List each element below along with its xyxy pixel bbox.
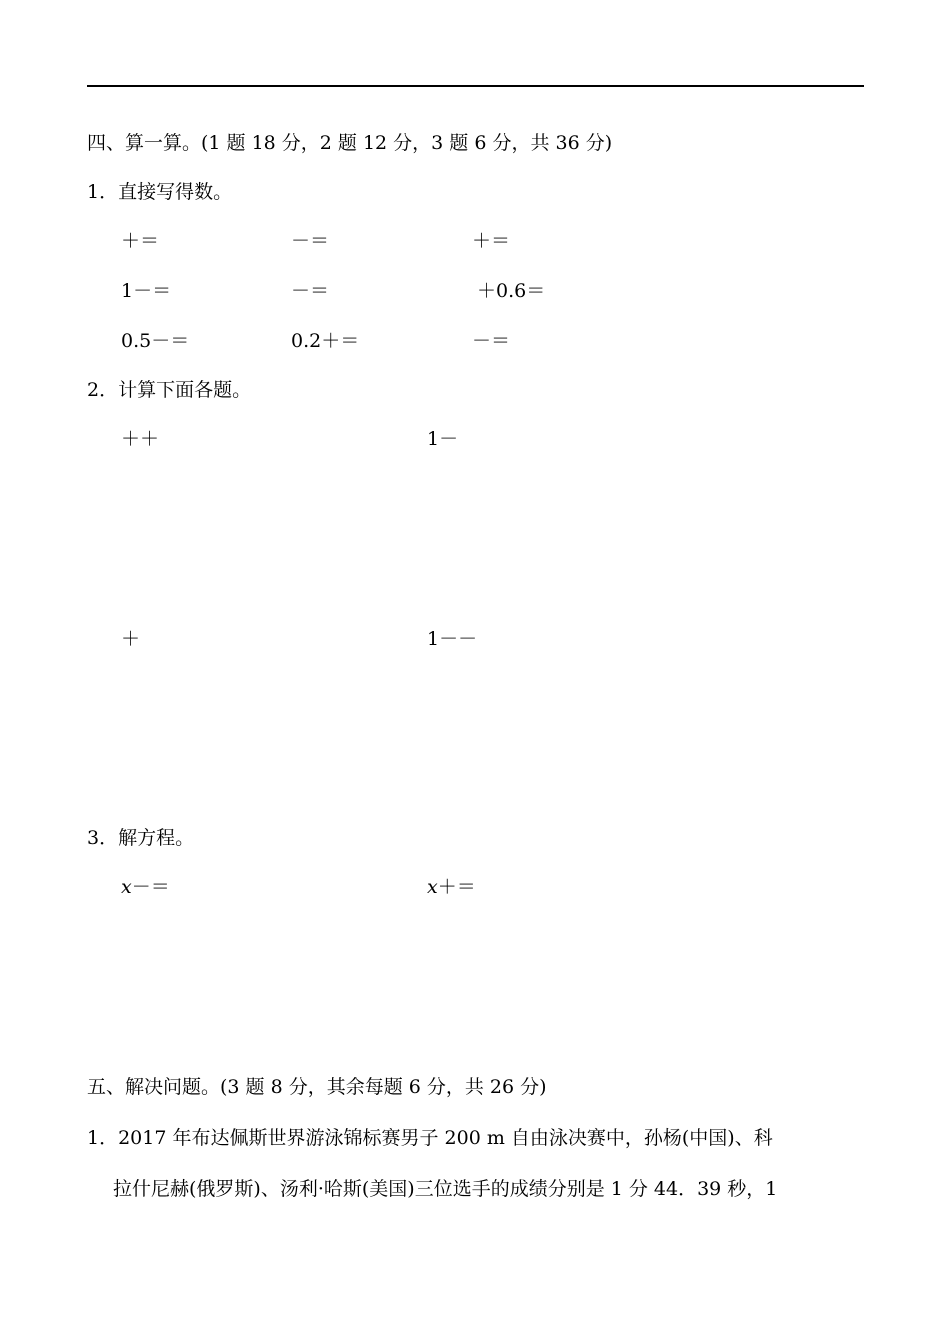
q1-expr-r1c3: ＋＝ — [472, 230, 511, 252]
q2-expr-4: 1－－ — [427, 628, 478, 650]
q1-expr-r2c2: －＝ — [291, 280, 330, 302]
q3-equation-1 — [121, 875, 170, 899]
header-rule — [87, 85, 864, 87]
q3-equation-2 — [427, 875, 476, 899]
q3-label: 3．解方程。 — [87, 827, 195, 849]
section-5-heading: 五、解决问题。(3 题 8 分，其余每题 6 分，共 26 分) — [87, 1076, 547, 1098]
q2-expr-1: ＋＋ — [121, 428, 160, 450]
q1-label: 1．直接写得数。 — [87, 181, 233, 203]
q1-expr-r2c1: 1－＝ — [121, 280, 172, 302]
q2-expr-3: ＋ — [121, 628, 141, 650]
s5-q1-line-1: 1．2017 年布达佩斯世界游泳锦标赛男子 200 m 自由泳决赛中，孙杨(中国)、科 — [87, 1127, 773, 1149]
variable-x: x — [121, 876, 132, 898]
q2-expr-2: 1－ — [427, 428, 459, 450]
q1-expr-r2c3: ＋0.6＝ — [477, 280, 546, 302]
q3-equation-2-body: ＋＝ — [437, 876, 476, 898]
s5-q1-line-2: 拉什尼赫(俄罗斯)、汤利·哈斯(美国)三位选手的成绩分别是 1 分 44．39 秒，1 — [113, 1178, 778, 1200]
q1-expr-r3c2: 0.2＋＝ — [291, 330, 360, 352]
q1-expr-r1c1: ＋＝ — [121, 230, 160, 252]
q1-expr-r1c2: －＝ — [291, 230, 330, 252]
q2-label: 2．计算下面各题。 — [87, 379, 252, 401]
section-4-heading: 四、算一算。(1 题 18 分，2 题 12 分，3 题 6 分，共 36 分) — [87, 132, 613, 154]
variable-x: x — [427, 876, 438, 898]
q1-expr-r3c3: －＝ — [472, 330, 511, 352]
q3-equation-1-body: －＝ — [131, 876, 170, 898]
q1-expr-r3c1: 0.5－＝ — [121, 330, 190, 352]
